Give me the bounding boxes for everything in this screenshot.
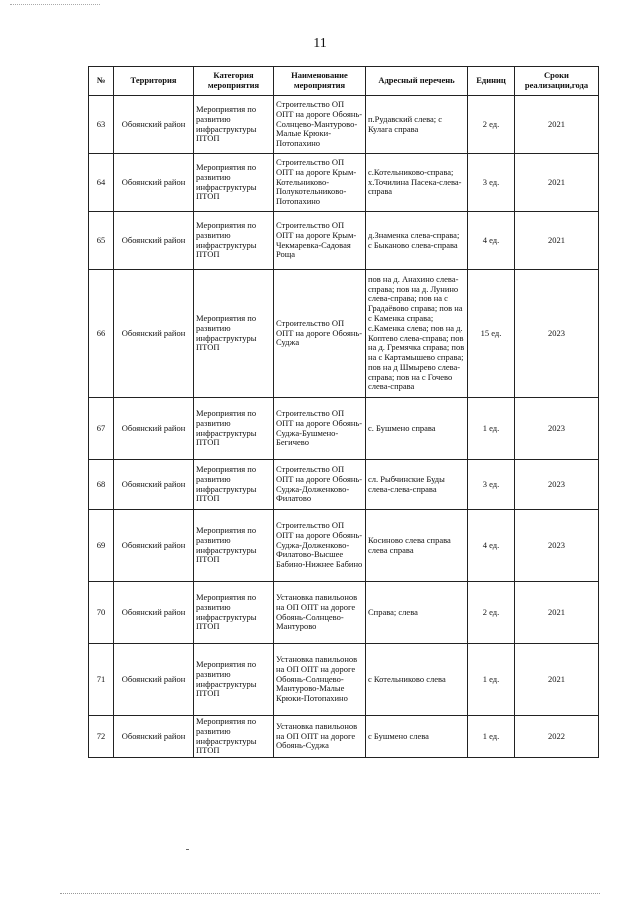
cell-category: Мероприятия по развитию инфраструктуры ПТОП — [194, 644, 274, 716]
cell-num: 66 — [89, 270, 114, 398]
cell-category: Мероприятия по развитию инфраструктуры ПТОП — [194, 460, 274, 510]
table-row — [89, 510, 599, 582]
table-row — [89, 398, 599, 460]
cell-address: Справа; слева — [366, 582, 468, 644]
cell-num: 69 — [89, 510, 114, 582]
cell-territory: Обоянский район — [114, 510, 194, 582]
cell-year: 2021 — [515, 644, 599, 716]
table-row — [89, 154, 599, 212]
table-row — [89, 212, 599, 270]
cell-units: 3 ед. — [468, 154, 515, 212]
scan-edge-mark — [10, 4, 100, 5]
cell-units: 2 ед. — [468, 96, 515, 154]
cell-units: 1 ед. — [468, 398, 515, 460]
cell-address: с Бушмено слева — [366, 716, 468, 758]
cell-territory: Обоянский район — [114, 154, 194, 212]
header-address: Адресный перечень — [366, 67, 468, 96]
cell-category: Мероприятия по развитию инфраструктуры ПТОП — [194, 716, 274, 758]
cell-name: Строительство ОП ОПТ на дороге Обоянь-Суджа-Долженково-Филатово-Высшее Бабино-Нижнее Бабино — [274, 510, 366, 582]
cell-year: 2021 — [515, 154, 599, 212]
cell-units: 1 ед. — [468, 644, 515, 716]
cell-year: 2021 — [515, 582, 599, 644]
cell-name: Установка павильонов на ОП ОПТ на дороге Обоянь-Солнцево-Мантурово — [274, 582, 366, 644]
cell-name: Строительство ОП ОПТ на дороге Обоянь-Суджа — [274, 270, 366, 398]
cell-territory: Обоянский район — [114, 96, 194, 154]
cell-name: Строительство ОП ОПТ на дороге Крым-Чекмаревка-Садовая Роща — [274, 212, 366, 270]
cell-territory: Обоянский район — [114, 270, 194, 398]
cell-units: 1 ед. — [468, 716, 515, 758]
cell-address: с Котельниково слева — [366, 644, 468, 716]
cell-name: Установка павильонов на ОП ОПТ на дороге Обоянь-Солнцево-Мантурово-Малые Крюки-Потопахино — [274, 644, 366, 716]
cell-units: 4 ед. — [468, 212, 515, 270]
cell-year: 2023 — [515, 510, 599, 582]
cell-category: Мероприятия по развитию инфраструктуры ПТОП — [194, 212, 274, 270]
scan-speck — [186, 849, 189, 850]
header-category: Категория мероприятия — [194, 67, 274, 96]
cell-address: с.Котельниково-справа; х.Точилина Пасека-слева-справа — [366, 154, 468, 212]
header-name: Наименование мероприятия — [274, 67, 366, 96]
cell-num: 72 — [89, 716, 114, 758]
table-row — [89, 460, 599, 510]
cell-num: 67 — [89, 398, 114, 460]
cell-num: 68 — [89, 460, 114, 510]
table-row — [89, 716, 599, 758]
cell-num: 71 — [89, 644, 114, 716]
cell-address: сл. Рыбчинские Буды слева-слева-справа — [366, 460, 468, 510]
cell-address: д.Знаменка слева-справа; с Быканово слева-справа — [366, 212, 468, 270]
cell-category: Мероприятия по развитию инфраструктуры ПТОП — [194, 270, 274, 398]
header-units: Единиц — [468, 67, 515, 96]
measures-table — [88, 66, 599, 758]
cell-category: Мероприятия по развитию инфраструктуры ПТОП — [194, 154, 274, 212]
cell-name: Строительство ОП ОПТ на дороге Обоянь-Суджа-Долженково-Филатово — [274, 460, 366, 510]
cell-name: Строительство ОП ОПТ на дороге Обоянь-Солнцево-Мантурово-Малые Крюки-Потопахино — [274, 96, 366, 154]
cell-name: Строительство ОП ОПТ на дороге Обоянь-Суджа-Бушмено-Бегичево — [274, 398, 366, 460]
cell-year: 2023 — [515, 398, 599, 460]
cell-year: 2021 — [515, 212, 599, 270]
table-row — [89, 96, 599, 154]
cell-territory: Обоянский район — [114, 212, 194, 270]
cell-units: 4 ед. — [468, 510, 515, 582]
cell-num: 63 — [89, 96, 114, 154]
cell-name: Установка павильонов на ОП ОПТ на дороге Обоянь-Суджа — [274, 716, 366, 758]
cell-category: Мероприятия по развитию инфраструктуры ПТОП — [194, 510, 274, 582]
cell-units: 3 ед. — [468, 460, 515, 510]
cell-year: 2021 — [515, 96, 599, 154]
cell-territory: Обоянский район — [114, 582, 194, 644]
cell-address: Косиново слева справа слева справа — [366, 510, 468, 582]
cell-territory: Обоянский район — [114, 398, 194, 460]
cell-territory: Обоянский район — [114, 644, 194, 716]
cell-units: 2 ед. — [468, 582, 515, 644]
header-terms: Сроки реализации,года — [515, 67, 599, 96]
cell-name: Строительство ОП ОПТ на дороге Крым-Котельниково-Полукотельниково-Потопахино — [274, 154, 366, 212]
cell-year: 2022 — [515, 716, 599, 758]
cell-num: 65 — [89, 212, 114, 270]
cell-address: п.Рудавский слева; с Кулага справа — [366, 96, 468, 154]
table-row — [89, 644, 599, 716]
cell-num: 64 — [89, 154, 114, 212]
cell-category: Мероприятия по развитию инфраструктуры ПТОП — [194, 398, 274, 460]
cell-year: 2023 — [515, 460, 599, 510]
cell-address: с. Бушмено справа — [366, 398, 468, 460]
table-header-row — [89, 67, 599, 96]
table-row — [89, 582, 599, 644]
header-num: № — [89, 67, 114, 96]
cell-units: 15 ед. — [468, 270, 515, 398]
cell-category: Мероприятия по развитию инфраструктуры ПТОП — [194, 582, 274, 644]
cell-territory: Обоянский район — [114, 716, 194, 758]
page-number: 11 — [313, 36, 327, 51]
cell-address: пов на д. Анахино слева-справа; пов на д. Лунино слева-справа; пов на с Градаёвово справа; пов на с Каменка справа; с.Каменка слева; пов на д. Коптево слева-справа; пов на д. Гремячка справа; пов на с Картамышево справа; пов на д Шмырево слева-справа; пов на с Гочево слева-справа — [366, 270, 468, 398]
scan-edge-mark-bottom — [60, 893, 600, 894]
table-row — [89, 270, 599, 398]
cell-num: 70 — [89, 582, 114, 644]
cell-category: Мероприятия по развитию инфраструктуры ПТОП — [194, 96, 274, 154]
header-territory: Территория — [114, 67, 194, 96]
cell-year: 2023 — [515, 270, 599, 398]
cell-territory: Обоянский район — [114, 460, 194, 510]
